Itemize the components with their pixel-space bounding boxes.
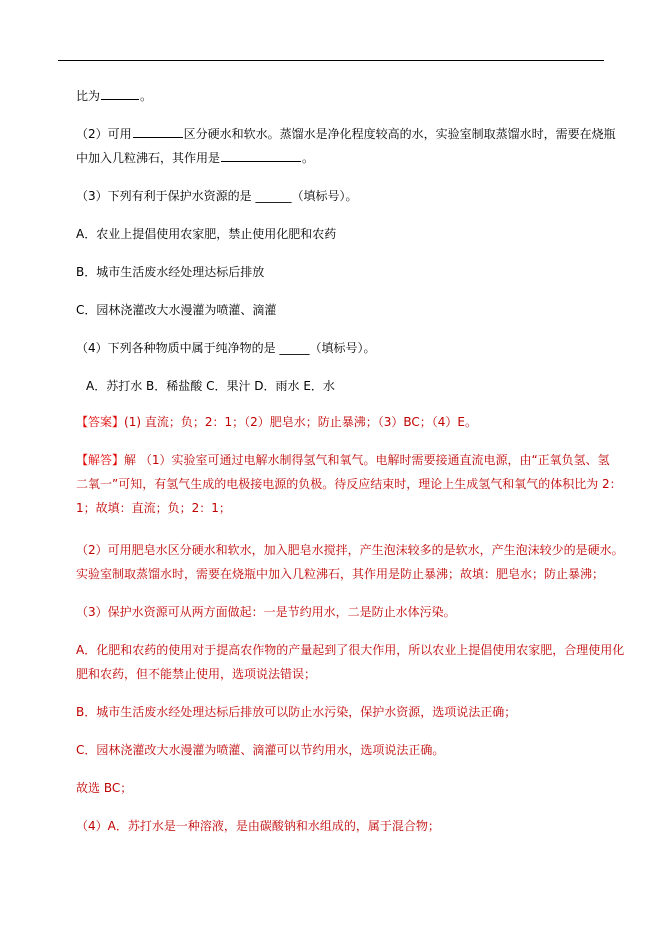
- explanation-line: 二氧一”可知，有氢气生成的电极接电源的负极。待反应结束时，理论上生成氢气和氧气的体积比为 2：: [76, 477, 622, 491]
- text-line: [76, 88, 152, 104]
- option-a: A．农业上提倡使用农家肥，禁止使用化肥和农药: [76, 227, 337, 241]
- question-2-line-1: [76, 126, 616, 142]
- answer-blank: [133, 126, 183, 138]
- answer-text: (1) 直流；负；2：1；（2）肥皂水；防止暴沸；（3）BC；（4）E。: [124, 415, 477, 429]
- question-4: （4）下列各种物质中属于纯净物的是 _____（填标号）。: [76, 341, 376, 355]
- explanation-line: 故选 BC；: [76, 781, 133, 795]
- text-fragment: 。: [302, 151, 315, 165]
- explanation-line: （2）可用肥皂水区分硬水和软水，加入肥皂水搅拌，产生泡沫较多的是软水，产生泡沫较少的是硬水。: [76, 543, 624, 557]
- answer-blank: [221, 150, 301, 162]
- explanation-line: [76, 452, 610, 468]
- explanation-line: 实验室制取蒸馏水时，需要在烧瓶中加入几粒沸石，其作用是防止暴沸；故填：肥皂水；防止暴沸；: [76, 567, 605, 581]
- explanation-line: （4）A．苏打水是一种溶液，是由碳酸钠和水组成的，属于混合物；: [76, 819, 440, 833]
- question-2-line-2: [76, 150, 314, 166]
- explanation-text: 解 （1）实验室可通过电解水制得氢气和氧气。电解时需要接通直流电源，由“正氧负氢、氢: [124, 453, 610, 467]
- explanation-line: 1；故填：直流；负；2：1；: [76, 501, 231, 515]
- explanation-line: A．化肥和农药的使用对于提高农作物的产量起到了很大作用，所以农业上提倡使用农家肥，合理使用化: [76, 643, 625, 657]
- explanation-line: B．城市生活废水经处理达标后排放可以防止水污染，保护水资源，选项说法正确；: [76, 705, 517, 719]
- text-fragment: 区分硬水和软水。蒸馏水是净化程度较高的水，实验室制取蒸馏水时，需要在烧瓶: [183, 127, 616, 141]
- text-fragment: 比为: [76, 89, 101, 103]
- question-4-options: A．苏打水 B．稀盐酸 C．果汁 D．雨水 E．水: [86, 379, 335, 393]
- answer-blank: [101, 88, 139, 100]
- question-3: （3）下列有利于保护水资源的是 ______（填标号）。: [76, 189, 358, 203]
- answer-line: [76, 414, 477, 430]
- text-fragment: 。: [140, 89, 153, 103]
- text-fragment: 中加入几粒沸石，其作用是: [76, 151, 221, 165]
- explanation-line: C．园林浇灌改大水漫灌为喷灌、滴灌可以节约用水，选项说法正确。: [76, 743, 445, 757]
- text-fragment: （2）可用: [76, 127, 132, 141]
- explanation-tag: 【解答】: [76, 453, 125, 467]
- header-rule: [58, 60, 604, 61]
- option-b: B．城市生活废水经处理达标后排放: [76, 265, 265, 279]
- option-c: C．园林浇灌改大水漫灌为喷灌、滴灌: [76, 303, 277, 317]
- explanation-line: （3）保护水资源可从两方面做起：一是节约用水，二是防止水体污染。: [76, 605, 456, 619]
- answer-tag: 【答案】: [76, 415, 125, 429]
- explanation-line: 肥和农药，但不能禁止使用，选项说法错误；: [76, 667, 317, 681]
